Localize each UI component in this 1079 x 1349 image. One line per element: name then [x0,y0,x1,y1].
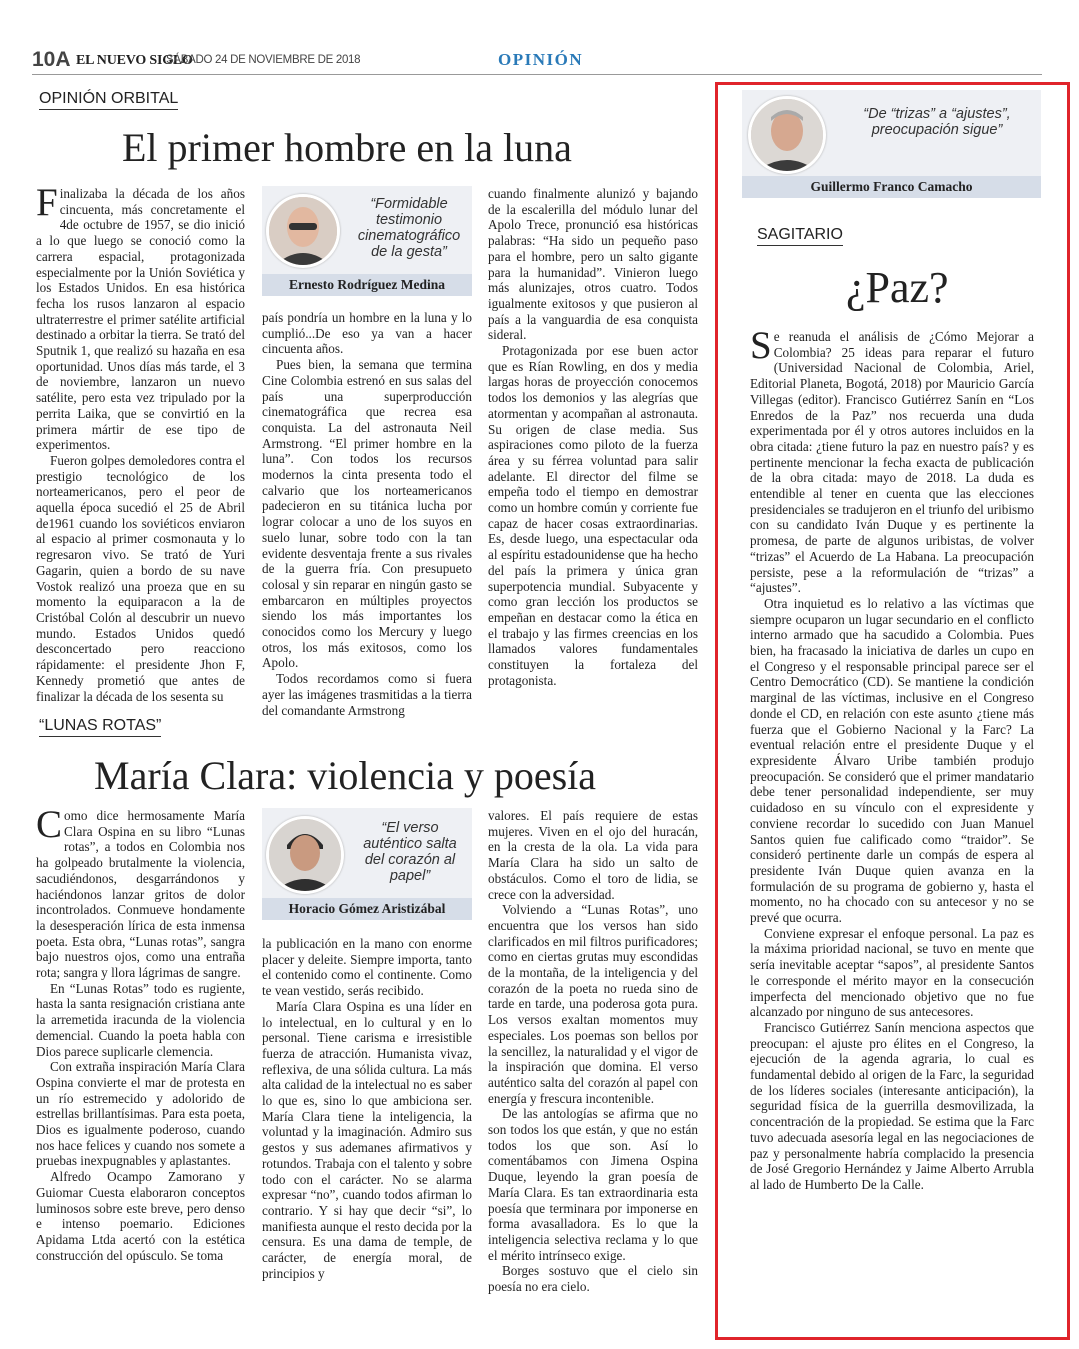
article2-headline: María Clara: violencia y poesía [94,753,597,798]
article2-paragraph: Alfredo Ocampo Zamorano y Guiomar Cuesta elaboraron conceptos luminosos sobre este breve, pero denso e intenso poemario. Ediciones Apidama Ltda acertó con la estética construcción del opúsculo. Se toma [36,1169,245,1263]
article3-paragraph: Otra inquietud es lo relativo a las víctimas que siempre ocuparon un lugar secundario en el conflicto interno armado que ha sacudido a Colombia. Pues bien, ha fracasado la iniciativa de darles un cupo en el Congreso y el responsable principal parece ser el Centro Democrático (CD). Se mantiene la condición marginal de las víctimas, inclusive en el Congreso donde el CD, en relación con este asunto ¿tiene más fuerza que el Gobierno Nacional y la Farc? La eventual relación entre el presidente Duque y el expresidente Álvaro Uribe también produjo preocupación. Se consideró que el primer mandatario debe tener personalidad independiente, ser muy cuidadoso en su vínculo con el expresidente y conviene recordar lo sucedido con Juan Manuel Santos quien fue calificado como “traidor”. Se consideró pertinente darle un compás de espera al presidente Iván Duque quien avanza en la formulación de su programa de gobierno y, hasta el momento, no ha chocado con su antecesor y no se prevé que ocurra. [750,595,1034,926]
article1-dropcap: F [36,181,58,224]
article2-byline: Horacio Gómez Aristizábal [262,898,472,920]
article2-paragraph: omo dice hermosamente María Clara Ospina en su libro “Lunas rotas”, a todos en Colombia nos ha golpeado brutalmente la violencia, sacudiéndonos, desgarrándonos y haciéndonos lanzar gritos de dolor incontrolados. Conmueve hondamente la desesperación lírica de esta inmensa poeta. Esta obra, “Lunas rotas”, sangra bajo nuestros ojos, como una entraña rota; sangra y llora lágrimas de sangre. [36,808,245,981]
article2-column-3 [488,808,698,1308]
article2-paragraph: Con extraña inspiración María Clara Ospina convierte el mar de protesta en un río estremecido y adolorido de estrellas brillantísimas. Para esta poeta, Dios es igualmente poderoso, cuando nos hace felices y cuando nos somete a pruebas inexpugnables y aplastantes. [36,1059,245,1169]
issue-date: SÁBADO 24 DE NOVIEMBRE DE 2018 [166,54,361,66]
article2-paragraph: En “Lunas Rotas” todo es rugiente, hasta la santa resignación cristiana ante la arremetida iracunda de la violencia demencial. Cuando la poeta habla con Dios parece suplicarle clemencia. [36,980,245,1059]
article1-paragraph: país pondría un hombre en la luna y lo cumplió...De eso ya van a hacer cincuenta años. [262,310,472,357]
article1-paragraph: Protagonizada por ese buen actor que es Rían Rowling, en dos y media largas horas de proyección conocemos todos los demonios y las alegrías que atormentan y acompañan al astronauta. Su origen de clase media. Sus aspiraciones como piloto de la fuerza área y su férrea voluntad para salir adelante. El director del filme se empeña todo el tiempo en demostrar como un hombre común y corriente fue capaz de hacer cosas extraordinarias. Es, desde luego, una espectacular oda al espíritu estadounidense que ha hecho del país la primera y única gran superpotencia mundial. Subyacente y como gran lección los productos se empeñan en destacar como la ética en el trabajo y las firmes creencias en los llamados valores fundamentales constituyen la fortaleza del protagonista. [488,343,698,688]
article1-author-box [262,186,472,296]
author-photo [266,816,344,894]
article1-kicker: OPINIÓN ORBITAL [39,90,178,110]
article1-pull-quote: “Formidable testimonio cinematográfico de la gesta” [357,196,461,260]
article1-column-2 [262,310,472,718]
article3-paragraph: Conviene expresar el enfoque personal. La paz es la máxima prioridad nacional, se tuvo en mente que sería inevitable aceptar “sapos”, al presidente Santos le corresponde el mérito mayor en la consecución imperfecta del mencionado objetivo que no fue alcanzado por ninguno de sus antecesores. [750,925,1034,1020]
article3-paragraph: e reanuda el análisis de ¿Cómo Mejorar a Colombia? 25 ideas para reparar el futuro (Universidad Nacional de Colombia, Ariel, Editorial Planeta, Bogotá, 2018) por Mauricio García Villegas (editor). Francisco Gutiérrez Sanín en “Los Enredos de la Paz” nos recuerda una duda experimentada por él y otros autores incluidos en la obra citada: ¿tiene futuro la paz en nuestro país? y es pertinente mencionar la fecha exacta de publicación de la obra citada: mayo de 2018. La duda es entendible al tener en cuenta que las elecciones presidenciales se tradujeron en el triunfo del uribismo con su candidato Iván Duque y es pertinente la promesa, de parte de algunos uribistas, de volver “trizas” el Acuerdo de La Habana. La preocupación persiste, pese a la reformulación de “trizas” a “ajustes”. [750,329,1034,596]
article1-paragraph: Pues bien, la semana que termina Cine Colombia estrenó en sus salas del país una superproducción cinematográfica que recrea esa conquista. La del astronauta Neil Armstrong. “El primer hombre en la luna”. Con todos los recursos modernos la cinta presenta todo el calvario que los norteamericanos padecieron en su titánica lucha por lograr colocar a uno de los suyos en suelo lunar, sobre todo con la tan evidente desventaja frente a sus rivales de la guerra fría. Con presupueto colosal y sin reparar en ningún gasto se embarcaron en múltiples proyectos siendo los más importantes los conocidos como los Mercury y luego otros, los más exitosos, como los Apolo. [262,357,472,671]
newspaper-name: EL NUEVO SIGLO [76,53,193,68]
article3-column [750,324,1034,1319]
article2-column-2 [262,936,472,1308]
article1-paragraph: Fueron golpes demoledores contra el prestigio tecnológico de los norteamericanos, pero el peor de aquella época sucedió el 25 de Abril de1961 cuando los soviéticos enviaron al espacio al primer cosmonauta y lo regresaron vivo. Se trató de Yuri Gagarin, quien a bordo de su nave Vostok realizó una proeza que en su momento la equiparacon a la de Cristóbal Colón al descubrir un nuevo mundo. Estados Unidos quedó desconcertado pero reacciono rápidamente: el presidente Jhon F, Kennedy prometió que antes de finalizar la década de los sesenta su [36,452,245,704]
author-photo [266,194,340,268]
page-number: 10A [32,48,71,71]
article2-paragraph: María Clara Ospina es una líder en lo intelectual, en lo cultural y en lo personal. Tiene carisma e irresistible fuerza de atracción. Humanista vivaz, reflexiva, de una sólida cultura. La más alta calidad de la intelectual no es saber lo que es, sino lo que ambiciona ser. María Clara tiene la inteligencia, la voluntad y la imaginación. Admiro sus gestos y sus ademanes afirmativos y rotundos. Trabaja con el talento y sobre todo con el carácter. No se alarma expresar “no”, cuando todos afirman lo contrario. Y si hay que decir “si”, lo manifiesta aunque el resto decida por la censura. Es una dama de temple, de carácter, de energía moral, de principios y [262,998,472,1281]
article2-paragraph: valores. El país requiere de estas mujeres. Viven en el ojo del huracán, en la cresta de la ola. La vida para María Clara ha sido un salto de obstáculos. Como el toro de lidia, se crece con la adversidad. [488,808,698,902]
article2-paragraph: Volviendo a “Lunas Rotas”, uno encuentra que los versos han sido clarificados en mil filtros purificadores; como en ciertas grutas muy escondidas de la montaña, de la inteligencia y del corazón de la poeta no rueda sino de tarde en tarde, una poderosa gota pura. Los versos exaltan momentos muy especiales. Los poemas son bellos por la sencillez, la naturalidad y el vigor de la inspiración que domina. El verso auténtico salta del corazón al papel con energía y frescura incontenible. [488,902,698,1106]
article3-byline: Guillermo Franco Camacho [742,176,1041,198]
article2-author-box [262,808,472,920]
article2-paragraph: Borges sostuvo que el cielo sin poesía no era cielo. [488,1263,698,1295]
article3-headline: ¿Paz? [846,263,949,312]
author-portrait-icon [269,197,337,265]
article1-byline: Ernesto Rodríguez Medina [262,274,472,296]
article1-headline: El primer hombre en la luna [122,125,572,170]
article2-paragraph: la publicación en la mano con enorme placer y deleite. Siempre importa, tanto el contenido como el continente. Como te vean vestido, serás recibido. [262,936,472,999]
author-photo [748,96,826,174]
article3-pull-quote: “De “trizas” a “ajustes”, preocupación sigue” [863,106,1011,138]
article2-column-1 [36,803,245,1308]
author-portrait-icon [751,99,823,171]
author-portrait-icon [269,819,341,891]
article2-pull-quote: “El verso auténtico salta del corazón al papel” [363,820,457,884]
article1-column-1 [36,181,245,704]
page-header [32,48,1042,75]
article1-paragraph: Todos recordamos como si fuera ayer las imágenes trasmitidas a la tierra del comandante Armstrong [262,671,472,718]
article1-column-3 [488,186,698,691]
article2-paragraph: De las antologías se afirma que no son todos los que están, y que no están todos los que son. Así lo comentábamos con Jimena Ospina Duque, leyendo la gran poesía de María Clara. Es tan extraordinaria esta poesía que terminara por imponerse en forma avasalladora. Es lo que la inteligencia selectiva reclama y lo que el mérito intrínseco exige. [488,1106,698,1263]
article3-author-box [742,90,1041,198]
article3-paragraph: Francisco Gutiérrez Sanín menciona aspectos que preocupan: el ajuste pro élites en el Congreso, la ejecución de la agenda agraria, lo cual es fundamental debido al origen de la Farc, la seguridad de los líderes sociales (interesante anticipación), la seguridad física de la guerrilla desmovilizada, la concentración de la propiedad. Se estima que la Farc tuvo adecuada asesoría legal en las negociaciones de paz y personalmente habría complacido la presencia de José Gregorio Hernández y Jaime Alberto Arrubla al lado de Humberto De la Calle. [750,1019,1034,1192]
article1-paragraph: inalizaba la década de los años cincuenta, más concretamente el 4de octubre de 1957, se dio inició a lo que luego se conoció como la carrera espacial, protagonizada especialmente por la Unión Soviética y los Estados Unidos. En esa histórica fecha los rusos lanzaron al espacio ultraterrestre el primer satélite artificial destinado a orbitar la tierra. Se trató del Sputnik 1, que realizó su hazaña en esa oportunidad. Unos días más tarde, el 3 de noviembre, lanzaron un nuevo satélite, pero esta vez tripulado por la perrita Laika, que se convirtió en la primera mártir de ese tipo de experimentos. [36,186,245,453]
article3-dropcap: S [750,324,772,367]
article2-dropcap: C [36,803,63,846]
article2-kicker: “LUNAS ROTAS” [39,717,161,737]
article3-kicker: SAGITARIO [757,226,843,246]
article1-paragraph: cuando finalmente alunizó y bajando de la escalerilla del módulo lunar del Apolo Trece, pronunció esa históricas palabras: “Ha sido un pequeño paso para el hombre, pero un salto gigante para la humanidad”. Vinieron luego más alunizajes, otros cuatro. Todos igualmente exitosos y que pusieron al país a la vanguardia de esa conquista sideral. [488,186,698,343]
section-title: OPINIÓN [498,50,584,69]
